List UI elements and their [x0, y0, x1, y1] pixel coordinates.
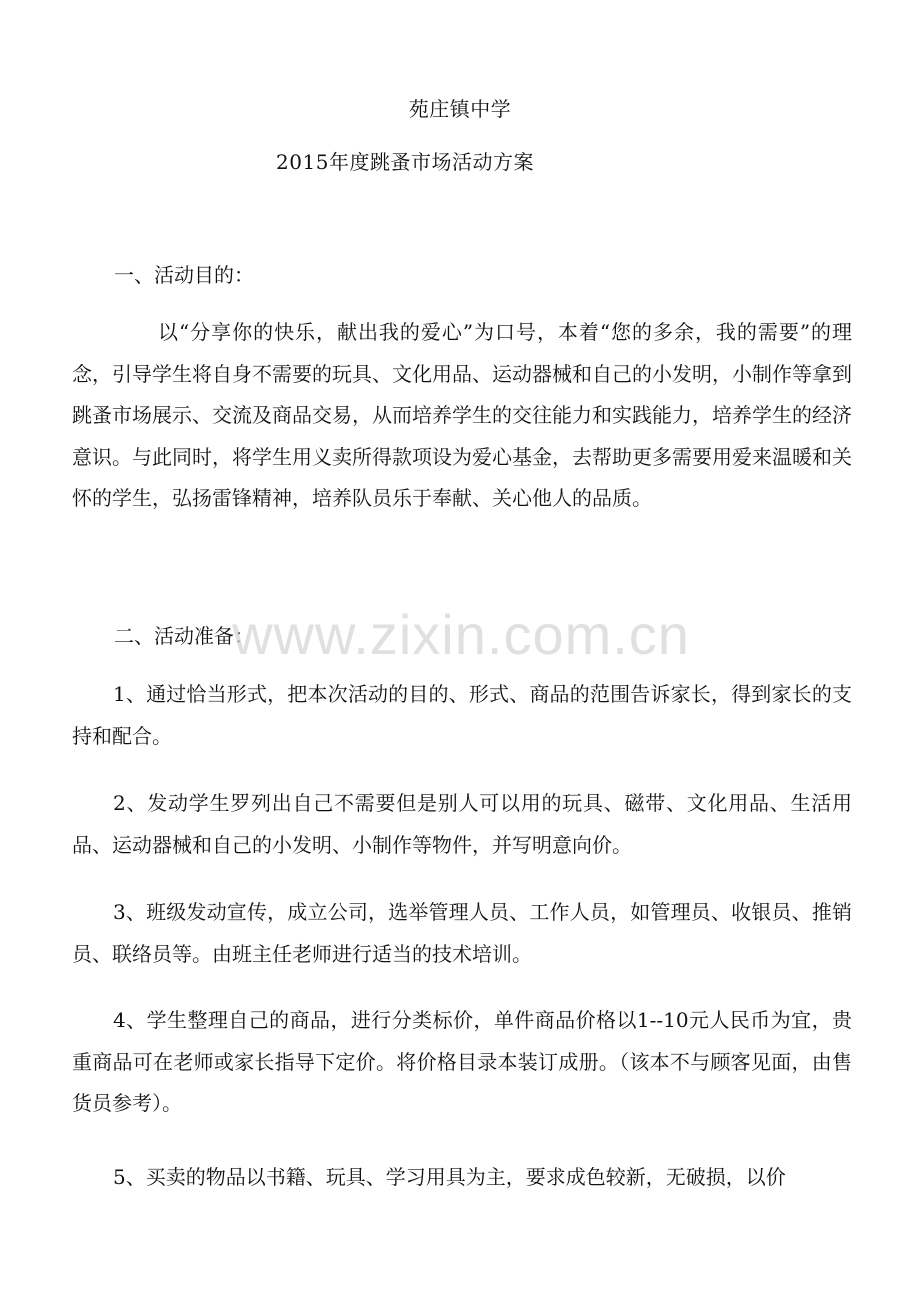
school-name: 苑庄镇中学 — [408, 97, 512, 121]
preparation-item-1: 1、通过恰当形式，把本次活动的目的、形式、商品的范围告诉家长，得到家长的支持和配合。 — [72, 682, 852, 748]
plan-title: 2015年度跳蚤市场活动方案 — [276, 150, 534, 174]
preparation-item-2: 2、发动学生罗列出自己不需要但是别人可以用的玩具、磁带、文化用品、生活用品、运动器械和自己的小发明、小制作等物件，并写明意向价。 — [72, 791, 852, 857]
site-watermark: www.zixin.com.cn — [232, 603, 690, 666]
preparation-item-4: 4、学生整理自己的商品，进行分类标价，单件商品价格以1--10元人民币为宜，贵重商品可在老师或家长指导下定价。将价格目录本装订成册。（该本不与顾客见面，由售货员参考）。 — [72, 1008, 852, 1115]
preparation-item-5: 5、买卖的物品以书籍、玩具、学习用具为主，要求成色较新，无破损，以价 — [113, 1165, 786, 1189]
section-heading-preparation: 二、活动准备： — [114, 624, 254, 648]
purpose-paragraph: 以“分享你的快乐，献出我的爱心”为口号，本着“您的多余，我的需要”的理念，引导学生将自身不需要的玩具、文化用品、运动器械和自己的小发明，小制作等拿到跳蚤市场展示、交流及商品交易，从而培养学生的交往能力和实践能力，培养学生的经济意识。与此同时，将学生用义卖所得款项设为爱心基金，去帮助更多需要用爱来温暖和关怀的学生，弘扬雷锋精神，培养队员乐于奉献、关心他人的品质。 — [72, 320, 852, 510]
section-heading-purpose: 一、活动目的： — [114, 263, 254, 287]
preparation-item-3: 3、班级发动宣传，成立公司，选举管理人员、工作人员，如管理员、收银员、推销员、联络员等。由班主任老师进行适当的技术培训。 — [72, 900, 852, 966]
